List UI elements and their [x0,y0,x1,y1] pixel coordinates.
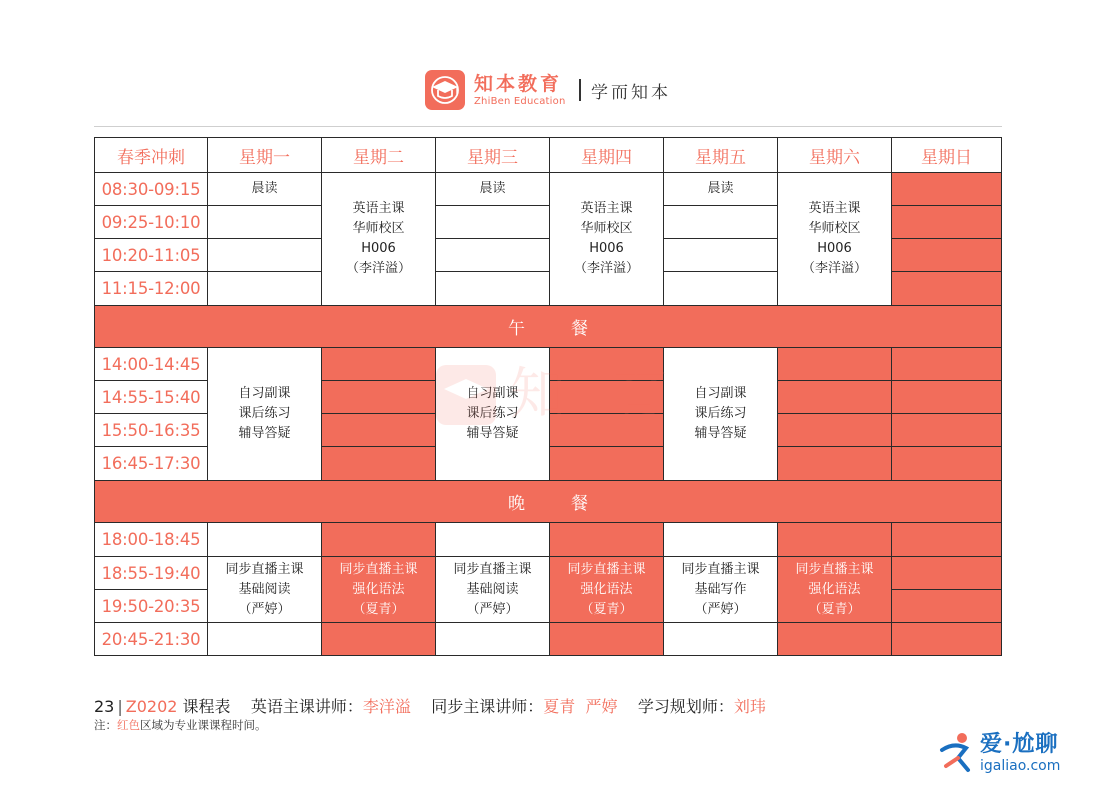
red-cell [891,622,1002,656]
course-teacher: （严婷） [238,601,291,617]
english-main-class-cell [321,172,436,306]
course-line: 强化语法 [580,581,633,597]
red-cell [891,446,1002,481]
red-cell [891,380,1002,414]
time-slot: 08:30-09:15 [94,172,208,206]
empty-cell [207,271,322,306]
empty-cell [207,622,322,656]
footer-note [94,717,267,733]
course-title: 同步直播主课 [795,561,874,577]
time-slot: 18:55-19:40 [94,556,208,590]
course-title: 自习副课 [466,386,519,401]
brand-name-en: ZhiBen Education [474,96,566,107]
english-teacher-name: 李洋溢 [362,697,411,716]
course-line: 课后练习 [694,406,747,421]
live-grammar-cell [777,556,892,623]
empty-cell [207,522,322,557]
empty-cell [435,238,550,272]
red-cell [549,413,664,447]
live-basic-reading-cell [207,556,322,623]
time-slot: 20:45-21:30 [94,622,208,656]
red-cell [777,347,892,381]
day-header: 星期六 [777,137,892,173]
course-room: H006 [361,241,396,256]
course-title: 同步直播主课 [453,561,532,577]
time-slot: 15:50-16:35 [94,413,208,447]
course-campus: 华师校区 [352,221,405,236]
site-url: igaliao.com [980,758,1061,774]
brand-name-cn: 知本教育 [474,73,563,95]
footer-credits: 23 | Z0202 课程表 英语主课讲师：李洋溢 同步主课讲师：夏青 严婷 学习规划师：刘玮 [94,697,766,716]
note-text: 区域为专业课课程时间。 [140,718,267,732]
red-cell [549,347,664,381]
red-cell [777,413,892,447]
course-teacher: （严婷） [466,601,519,617]
red-cell [777,446,892,481]
course-campus: 华师校区 [580,221,633,236]
corner-title: 春季冲刺 [94,137,208,173]
red-cell [891,205,1002,239]
sync-teacher-name: 严婷 [585,697,618,716]
course-title: 同步直播主课 [681,561,760,577]
red-cell [891,556,1002,590]
day-header: 星期五 [663,137,778,173]
site-name: 爱·尬聊 [980,732,1059,757]
header-rule [94,126,1002,127]
red-cell [891,172,1002,206]
course-teacher: （夏青） [580,601,633,617]
dinner-break-row [94,480,1002,523]
red-cell [321,446,436,481]
english-teacher-label: 英语主课讲师： [250,697,363,716]
red-cell [549,380,664,414]
time-slot: 10:20-11:05 [94,238,208,272]
course-line: 课后练习 [238,406,291,421]
red-cell [321,380,436,414]
break-char: 餐 [571,494,588,514]
red-cell [777,622,892,656]
time-slot: 14:55-15:40 [94,380,208,414]
time-slot: 16:45-17:30 [94,446,208,481]
red-cell [891,589,1002,623]
red-cell [549,446,664,481]
day-header: 星期四 [549,137,664,173]
empty-cell [663,271,778,306]
sync-teacher-name: 夏青 [543,697,576,716]
course-campus: 华师校区 [808,221,861,236]
live-basic-reading-cell [435,556,550,623]
empty-cell [207,238,322,272]
course-line: 强化语法 [352,581,405,597]
course-teacher: （李洋溢） [345,261,411,276]
morning-reading-cell: 晨读 [207,172,322,206]
course-title: 自习副课 [694,386,747,401]
red-cell [321,522,436,557]
course-title: 英语主课 [808,201,861,216]
empty-cell [435,522,550,557]
sync-teacher-label: 同步主课讲师： [431,697,544,716]
empty-cell [435,271,550,306]
red-cell [891,522,1002,557]
day-header: 星期日 [891,137,1002,173]
course-line: 基础写作 [694,581,747,597]
course-title: 英语主课 [352,201,405,216]
course-title: 英语主课 [580,201,633,216]
course-line: 辅导答疑 [694,426,747,441]
red-cell [321,413,436,447]
red-cell [777,380,892,414]
red-cell [891,271,1002,306]
time-slot: 19:50-20:35 [94,589,208,623]
course-title: 自习副课 [238,386,291,401]
empty-cell [207,205,322,239]
break-char: 午 [508,319,525,339]
empty-cell [663,205,778,239]
time-slot: 14:00-14:45 [94,347,208,381]
red-cell [321,622,436,656]
empty-cell [435,622,550,656]
break-char: 餐 [571,319,588,339]
planner-name: 刘玮 [733,697,766,716]
day-header: 星期三 [435,137,550,173]
header-divider [579,79,581,101]
self-study-cell [435,347,550,481]
course-line: 基础阅读 [466,581,519,597]
red-cell [549,622,664,656]
empty-cell [663,622,778,656]
live-basic-writing-cell [663,556,778,623]
day-header: 星期二 [321,137,436,173]
course-room: H006 [817,241,852,256]
course-teacher: （李洋溢） [573,261,639,276]
red-cell [891,238,1002,272]
empty-cell [435,205,550,239]
self-study-cell [207,347,322,481]
time-slot: 18:00-18:45 [94,522,208,557]
course-line: 课后练习 [466,406,519,421]
brand-name [474,72,565,108]
course-teacher: （夏青） [352,601,405,617]
time-slot: 09:25-10:10 [94,205,208,239]
self-study-cell [663,347,778,481]
note-red-word: 红色 [117,718,140,732]
course-line: 强化语法 [808,581,861,597]
course-teacher: （夏青） [808,601,861,617]
course-title: 同步直播主课 [225,561,304,577]
planner-label: 学习规划师： [637,697,734,716]
site-watermark [936,730,1060,776]
page-number: 23 [94,697,115,716]
course-teacher: （严婷） [694,601,747,617]
live-grammar-cell [321,556,436,623]
empty-cell [663,522,778,557]
course-line: 辅导答疑 [466,426,519,441]
course-line: 辅导答疑 [238,426,291,441]
runner-logo-icon [936,730,976,776]
course-code: Z0202 [125,697,178,716]
live-grammar-cell [549,556,664,623]
graduation-cap-icon [425,70,465,110]
empty-cell [663,238,778,272]
red-cell [549,522,664,557]
morning-reading-cell: 晨读 [663,172,778,206]
english-main-class-cell [549,172,664,306]
course-title: 同步直播主课 [567,561,646,577]
tagline: 学而知本 [590,82,671,103]
schedule-label: 课程表 [182,697,231,716]
morning-reading-cell: 晨读 [435,172,550,206]
course-line: 基础阅读 [238,581,291,597]
red-cell [891,413,1002,447]
course-teacher: （李洋溢） [801,261,867,276]
course-room: H006 [589,241,624,256]
course-title: 同步直播主课 [339,561,418,577]
red-cell [891,347,1002,381]
brand-header [425,66,671,114]
day-header: 星期一 [207,137,322,173]
red-cell [321,347,436,381]
english-main-class-cell [777,172,892,306]
red-cell [777,522,892,557]
note-prefix: 注： [94,718,117,732]
time-slot: 11:15-12:00 [94,271,208,306]
break-char: 晚 [508,494,525,514]
timetable [94,137,1002,656]
lunch-break-row [94,305,1002,348]
